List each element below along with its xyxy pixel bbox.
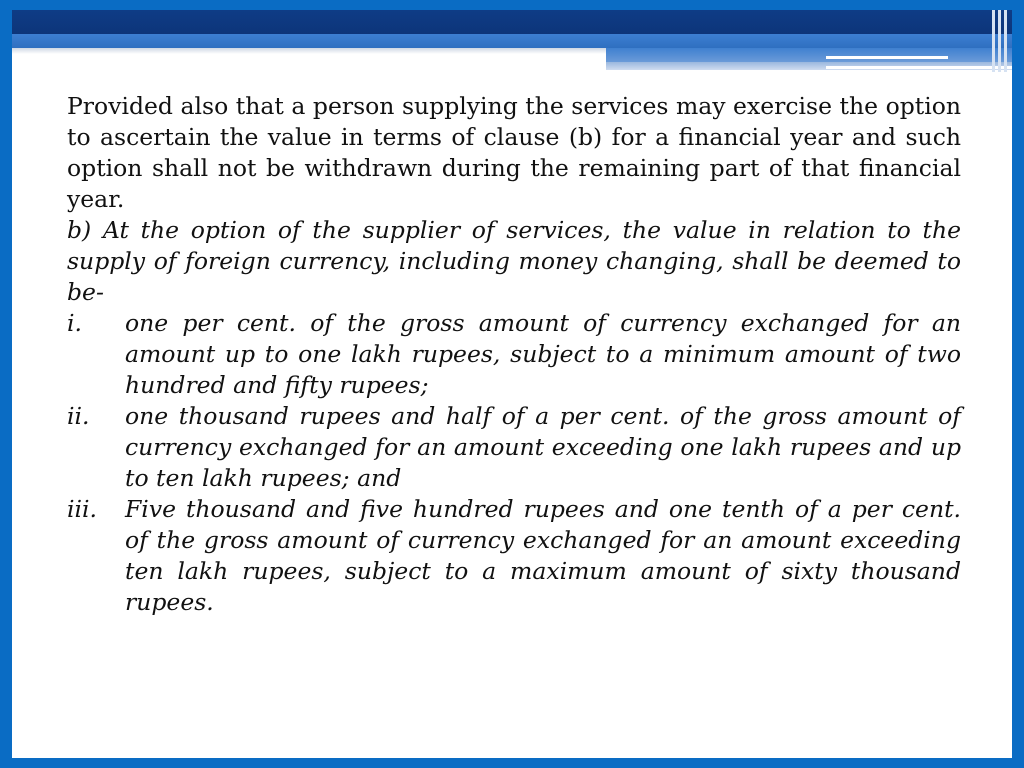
proviso-paragraph: Provided also that a person supplying the services may exercise the option to ascertain the value in terms of clause (b) for a financial year and such option shall not be withdrawn during the remaining part of that financial year.	[67, 92, 961, 213]
header-shadow	[12, 48, 608, 54]
list-item	[67, 494, 961, 618]
list-marker: i.	[67, 309, 82, 337]
header-line-accent-2	[826, 66, 1012, 69]
list-item	[67, 401, 961, 494]
list-item	[67, 308, 961, 401]
header-bar-right	[606, 48, 1012, 62]
list-item-text: Five thousand and five hundred rupees and one tenth of a per cent. of the gross amount of currency exchanged for an amount exceeding ten lakh rupees, subject to a maximum amount of sixty thousand rupees.	[125, 495, 961, 616]
list-item-text: one thousand rupees and half of a per cent. of the gross amount of currency exchanged for an amount exceeding one lakh rupees and up to ten lakh rupees; and	[125, 402, 961, 492]
header-bar-dark	[12, 10, 1012, 34]
valuation-list	[67, 308, 961, 618]
slide-canvas	[12, 10, 1012, 758]
header-line-accent	[826, 56, 948, 59]
header-bar-mid	[12, 34, 1012, 48]
slide-body	[67, 91, 961, 618]
list-marker: iii.	[67, 495, 98, 523]
header-vertical-stripes	[992, 10, 1010, 72]
list-item-text: one per cent. of the gross amount of currency exchanged for an amount up to one lakh rupees, subject to a minimum amount of two hundred and fifty rupees;	[125, 309, 961, 399]
list-marker: ii.	[67, 402, 90, 430]
clause-b-paragraph: b) At the option of the supplier of services, the value in relation to the supply of foreign currency, including money changing, shall be deemed to be-	[67, 216, 961, 306]
